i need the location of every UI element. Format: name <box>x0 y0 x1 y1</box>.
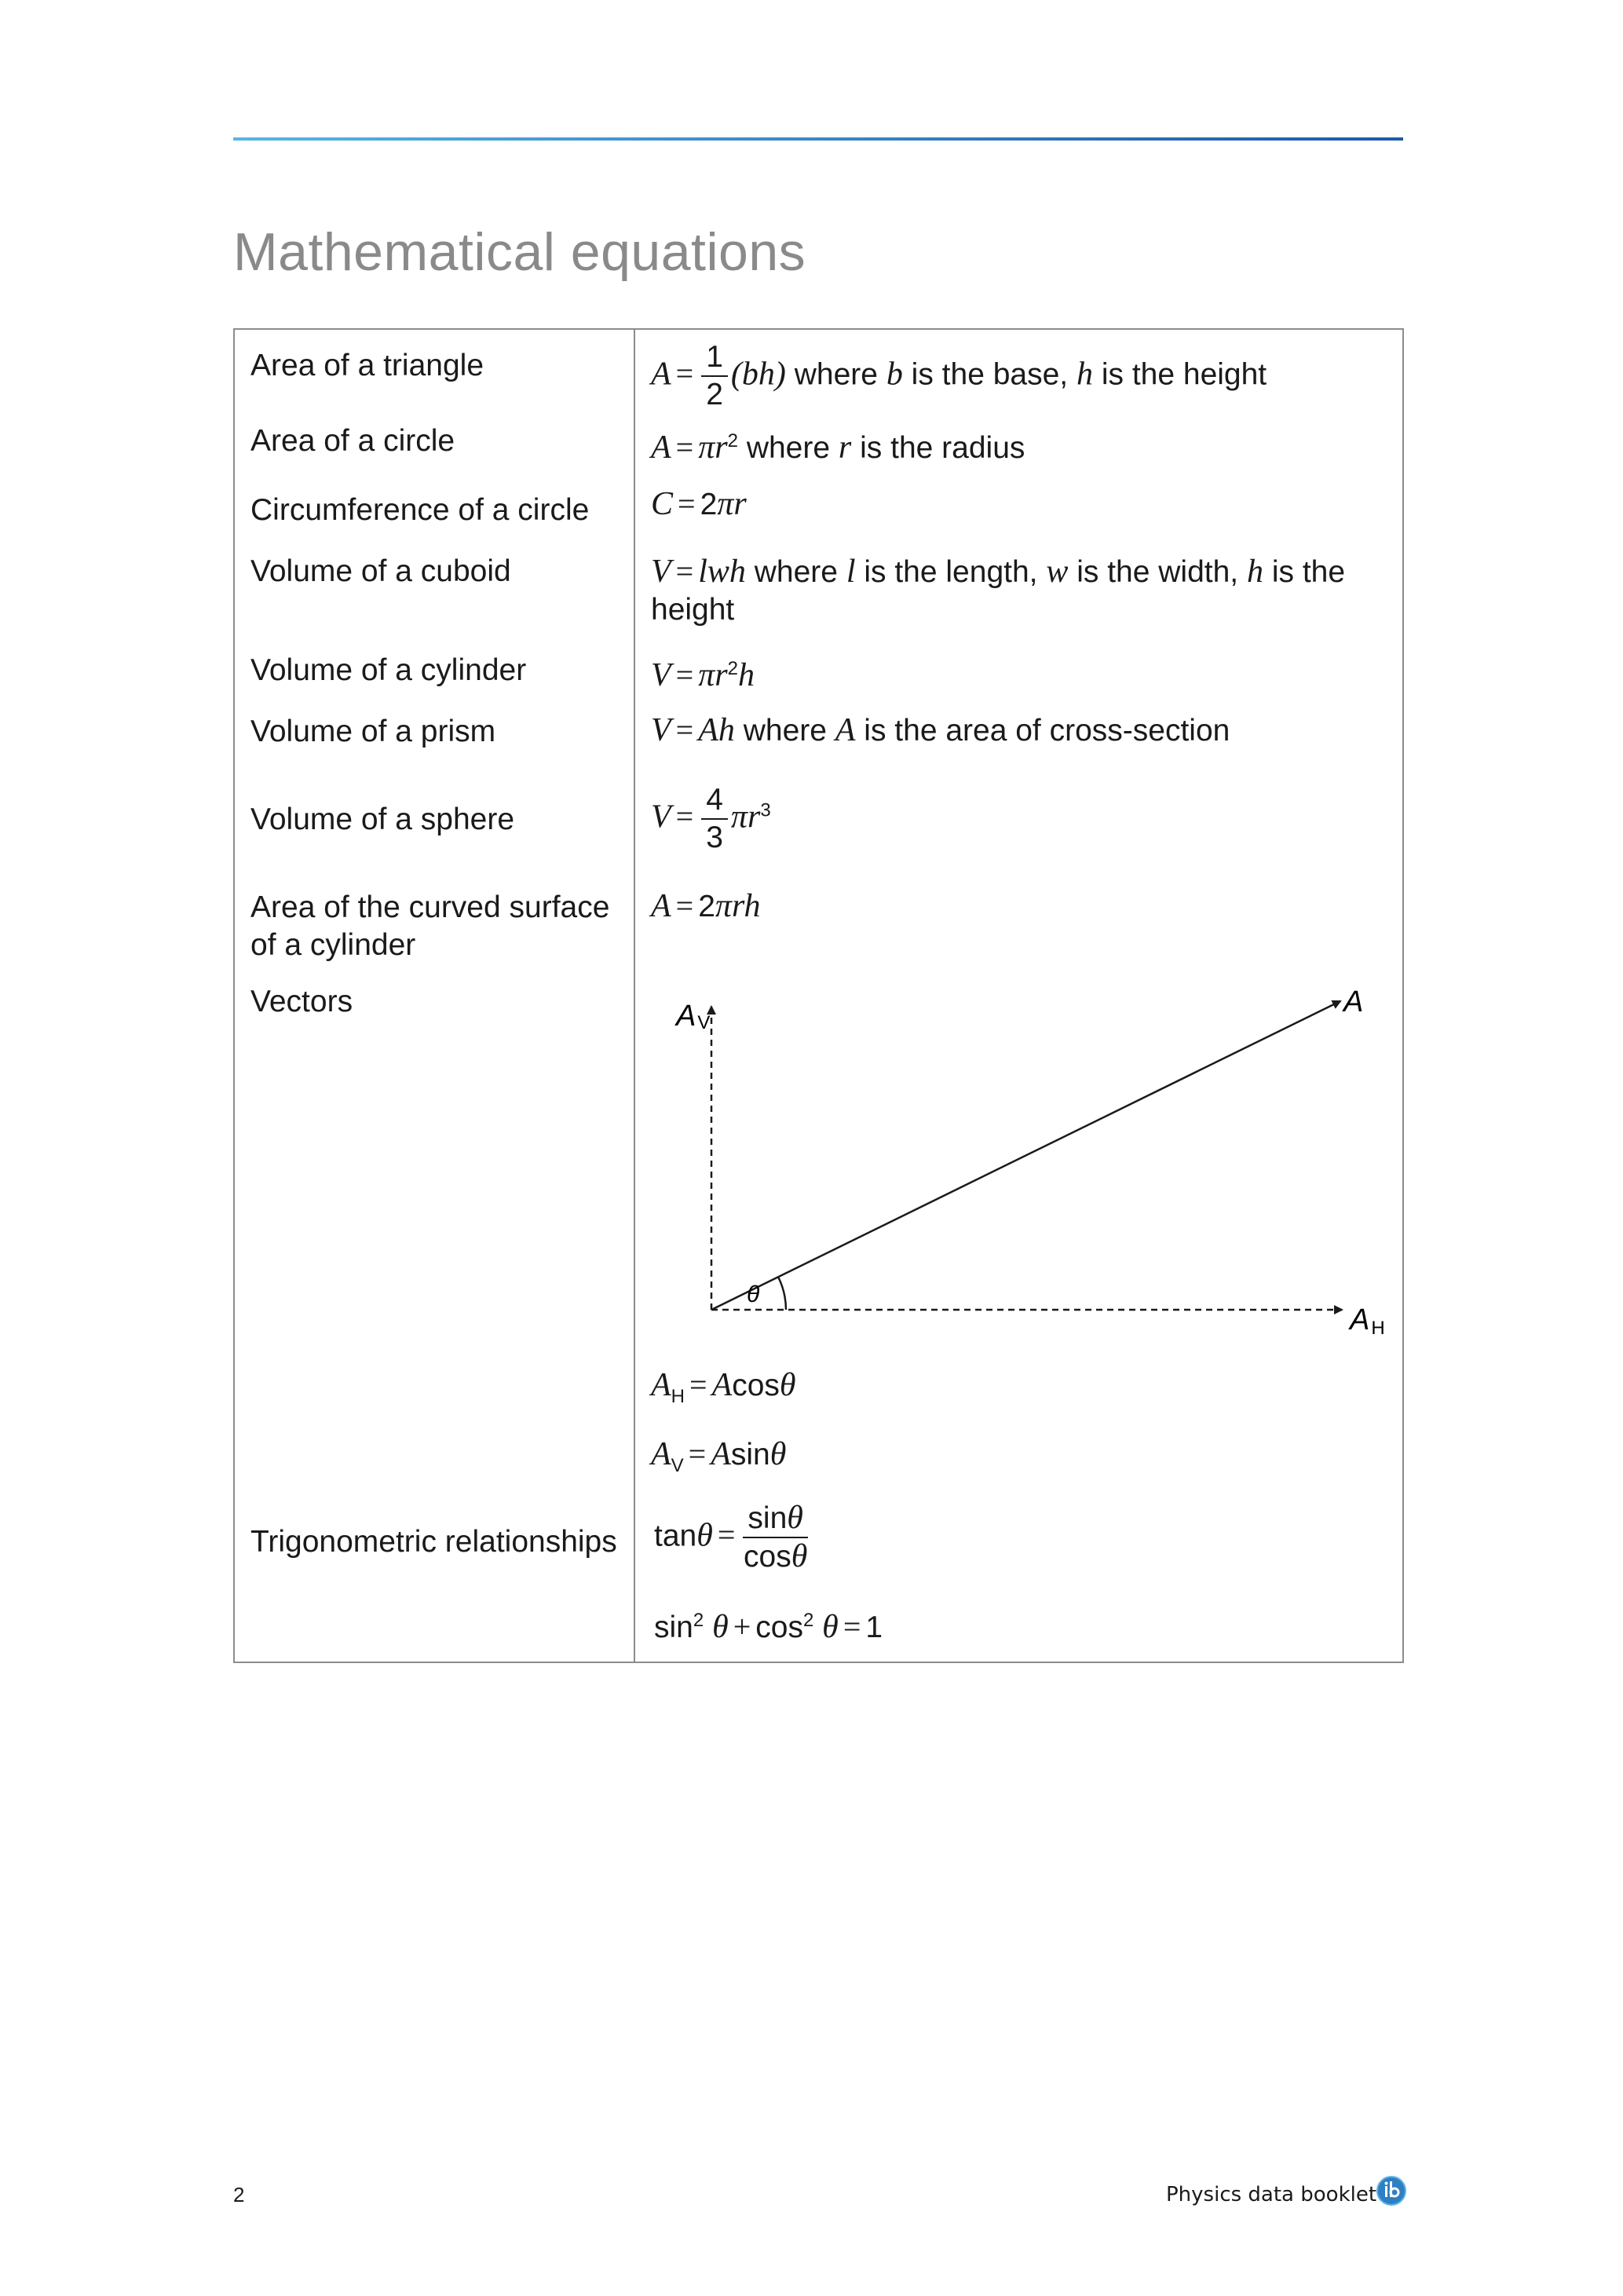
booklet-title: Physics data booklet <box>1166 2183 1377 2206</box>
row-label-curved-surface: Area of the curved surface of a cylinder <box>250 890 610 962</box>
text: is the height <box>1101 357 1267 392</box>
operator: = <box>675 430 694 465</box>
ib-logo <box>1376 2175 1407 2206</box>
text: is the base, <box>911 357 1069 392</box>
formula-vertical-component <box>651 1435 786 1485</box>
formula-cylinder-volume <box>651 650 755 695</box>
fraction <box>701 782 728 856</box>
constant: 1 <box>865 1610 883 1644</box>
theta-symbol: θ <box>779 1367 796 1403</box>
fraction <box>743 1500 808 1575</box>
theta-symbol: θ <box>787 1500 803 1536</box>
theta-symbol: θ <box>696 1517 713 1554</box>
row-label-circle-area: Area of a circle <box>250 424 455 458</box>
page-title: Mathematical equations <box>233 222 806 282</box>
formula-circumference <box>651 485 747 524</box>
function: cos <box>744 1540 791 1574</box>
row-label-sphere: Volume of a sphere <box>250 803 515 836</box>
word: where <box>754 555 838 589</box>
var: A <box>651 356 671 393</box>
var: A <box>651 1436 671 1472</box>
operator: = <box>689 1367 707 1402</box>
var: A <box>711 1367 733 1403</box>
word: where <box>794 357 878 392</box>
numerator: 4 <box>701 782 728 820</box>
row-label-cylinder-volume: Volume of a cylinder <box>250 653 527 687</box>
formula-pythagorean-identity <box>654 1602 883 1647</box>
operator: = <box>675 712 694 748</box>
expr: (bh) <box>730 356 786 393</box>
exponent: 2 <box>693 1610 704 1631</box>
denominator <box>743 1538 808 1575</box>
var: r <box>733 486 747 522</box>
fraction <box>701 339 728 413</box>
function: sin <box>654 1610 693 1644</box>
var: V <box>651 554 671 590</box>
theta-symbol: θ <box>769 1436 787 1472</box>
text: is the height <box>651 555 1346 627</box>
formula-tan <box>654 1500 811 1575</box>
header-rule <box>233 137 1403 141</box>
var: w <box>1046 554 1069 590</box>
theta-symbol: θ <box>822 1609 839 1645</box>
var: l <box>846 554 856 590</box>
vector-diagram <box>635 982 1405 1339</box>
pi-symbol: π <box>698 657 715 693</box>
vector-line <box>711 1001 1340 1310</box>
subscript: H <box>671 1385 685 1407</box>
vertical-component-label: AV <box>676 1000 711 1033</box>
exponent: 2 <box>802 1610 814 1631</box>
function: cos <box>732 1369 780 1402</box>
exponent: 3 <box>760 799 771 821</box>
operator: = <box>678 486 696 521</box>
formula-triangle <box>651 339 1267 413</box>
expr: lwh <box>698 554 746 590</box>
var: rh <box>731 888 761 924</box>
operator: = <box>675 888 694 923</box>
text: is the area of cross-section <box>864 714 1230 748</box>
denominator: 2 <box>706 378 723 411</box>
var: V <box>651 712 671 748</box>
denominator: 3 <box>706 821 723 854</box>
subscript: V <box>671 1454 684 1476</box>
exponent: 2 <box>727 658 738 679</box>
var: r <box>715 430 728 466</box>
operator: = <box>688 1436 707 1472</box>
var: h <box>1246 554 1263 590</box>
coefficient: 2 <box>700 488 718 521</box>
coefficient: 2 <box>698 890 715 923</box>
var: A <box>651 1367 671 1403</box>
row-label-circumference: Circumference of a circle <box>250 493 590 527</box>
operator: = <box>843 1609 861 1644</box>
var: b <box>886 356 903 393</box>
var: r <box>838 430 852 466</box>
pi-symbol: π <box>730 799 748 835</box>
formula-curved-surface <box>651 887 761 926</box>
numerator <box>743 1500 808 1538</box>
operator: = <box>675 554 694 589</box>
operator: + <box>733 1609 751 1644</box>
operator: = <box>675 356 694 392</box>
formula-prism <box>651 711 1230 750</box>
var: A <box>651 888 671 924</box>
var: h <box>1076 356 1093 393</box>
word: where <box>746 431 831 465</box>
function: tan <box>654 1519 697 1553</box>
horizontal-component-label: AH <box>1350 1303 1385 1339</box>
page-number: 2 <box>233 2183 245 2206</box>
numerator: 1 <box>701 339 728 377</box>
row-label-vectors: Vectors <box>250 985 353 1018</box>
text: is the radius <box>860 431 1025 465</box>
exponent: 2 <box>727 430 738 452</box>
formula-cuboid <box>651 553 1389 629</box>
pi-symbol: π <box>698 430 715 466</box>
operator: = <box>717 1517 736 1553</box>
theta-symbol: θ <box>712 1609 729 1645</box>
var: V <box>651 799 671 835</box>
operator: = <box>675 657 694 693</box>
var: r <box>715 657 728 693</box>
word: where <box>743 714 827 748</box>
operator: = <box>675 799 694 835</box>
text: is the width, <box>1077 555 1239 589</box>
pi-symbol: π <box>715 888 732 924</box>
formula-horizontal-component <box>651 1366 796 1416</box>
equations-table <box>233 328 1404 1663</box>
text: is the length, <box>864 555 1038 589</box>
row-label-cuboid: Volume of a cuboid <box>250 554 511 588</box>
var: A <box>651 430 671 466</box>
var: C <box>651 486 674 522</box>
function: sin <box>730 1438 770 1472</box>
function: sin <box>748 1501 788 1535</box>
var: r <box>747 799 761 835</box>
var: h <box>737 657 755 693</box>
expr: Ah <box>698 712 735 748</box>
row-label-trigonometric: Trigonometric relationships <box>250 1525 617 1559</box>
var: A <box>835 712 856 748</box>
angle-arc <box>778 1277 786 1310</box>
formula-circle-area <box>651 422 1025 467</box>
formula-sphere <box>651 782 771 856</box>
var: A <box>711 1436 731 1472</box>
function: cos <box>755 1610 803 1644</box>
row-label-triangle: Area of a triangle <box>250 349 484 382</box>
pi-symbol: π <box>717 486 734 522</box>
row-label-prism: Volume of a prism <box>250 715 496 748</box>
angle-label: θ <box>747 1281 760 1307</box>
vector-label: A <box>1343 985 1364 1018</box>
var: V <box>651 657 671 693</box>
theta-symbol: θ <box>791 1538 808 1574</box>
